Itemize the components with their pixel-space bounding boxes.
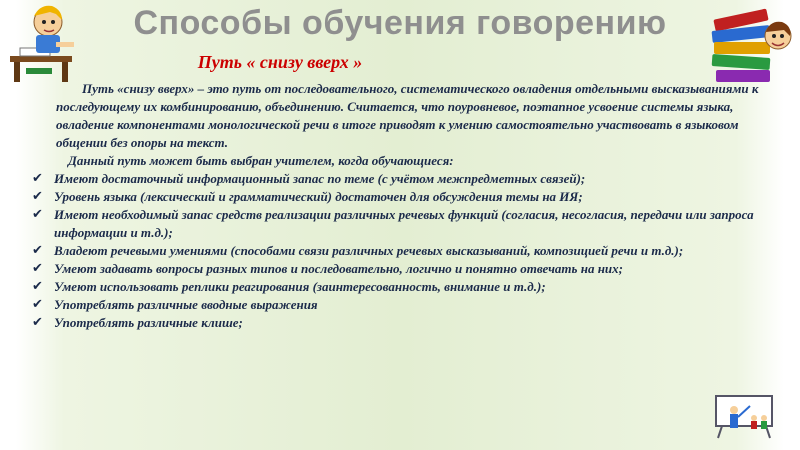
- teacher-at-board-clipart: [712, 392, 776, 440]
- checkmark-icon: ✔: [32, 189, 43, 204]
- checkmark-icon: ✔: [32, 297, 43, 312]
- checkmark-icon: ✔: [32, 207, 43, 222]
- checkmark-icon: ✔: [32, 243, 43, 258]
- intro-paragraph: Путь «снизу вверх» – это путь от последовательного, систематического овладения отдельными высказываниями к последующему их комбинированию, объединению. Считается, что поуровневое, поэтапное усвоение системы языка, овладение компонентами монологической речи в итоге приводят к умению самостоятельно участвовать в языковом общении без опоры на текст.: [56, 81, 759, 150]
- slide-title: Способы обучения говорению: [133, 4, 667, 42]
- list-item: ✔ Употреблять различные клише;: [32, 315, 243, 330]
- list-item: ✔ Умеют задавать вопросы разных типов и последовательно, логично и понятно отвечать на них;: [32, 261, 623, 276]
- checkmark-icon: ✔: [32, 171, 43, 186]
- checkmark-icon: ✔: [32, 261, 43, 276]
- slide-subtitle: Путь « снизу вверх »: [197, 52, 363, 72]
- slide-body: [32, 80, 768, 332]
- list-item: ✔ Владеют речевыми умениями (способами связи различных речевых высказываний, композицией речи и т.д.);: [32, 243, 684, 258]
- list-item: ✔ Имеют достаточный информационный запас по теме (с учётом межпредметных связей);: [32, 171, 586, 186]
- checklist: [32, 170, 768, 332]
- lead-sentence: Данный путь может быть выбран учителем, когда обучающиеся:: [68, 153, 454, 168]
- checkmark-icon: ✔: [32, 279, 43, 294]
- list-item: ✔ Имеют необходимый запас средств реализации различных речевых функций (согласия, несогласия, передачи или запроса информации и т.д.);: [32, 207, 754, 240]
- list-item: ✔ Умеют использовать реплики реагирования (заинтересованность, внимание и т.д.);: [32, 279, 546, 294]
- list-item: ✔ Употреблять различные вводные выражения: [32, 297, 318, 312]
- checkmark-icon: ✔: [32, 315, 43, 330]
- list-item: ✔ Уровень языка (лексический и грамматический) достаточен для обсуждения темы на ИЯ;: [32, 189, 583, 204]
